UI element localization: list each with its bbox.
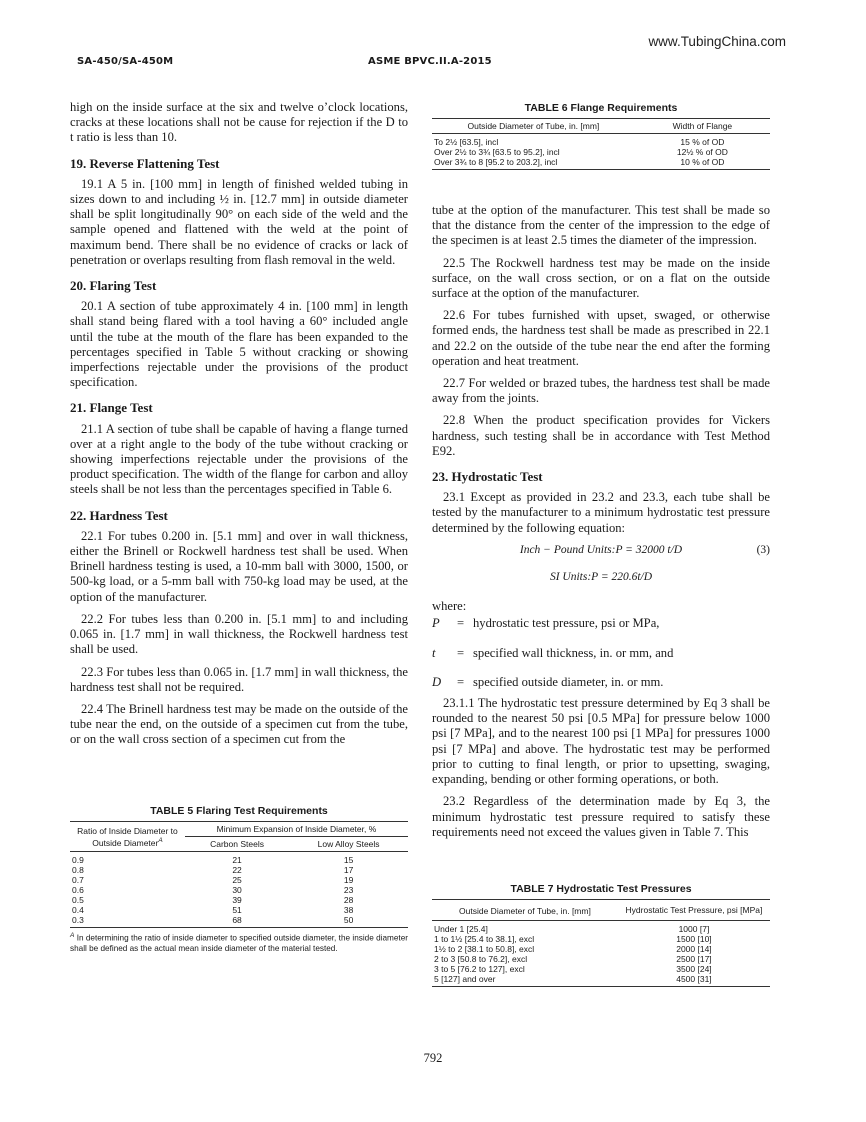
table-6-title: TABLE 6 Flange Requirements (524, 102, 678, 114)
table-5-cell-alloy: 50 (343, 915, 354, 925)
table-6-row (432, 147, 770, 157)
table-7-cell-pressure: 1000 [7] (678, 924, 710, 934)
table-5-cell-ratio: 0.3 (72, 915, 84, 925)
definition-text: specified outside diameter, in. or mm. (473, 674, 664, 689)
table-5-cell-ratio: 0.4 (72, 905, 84, 915)
table-5 (70, 805, 408, 954)
table-5-cell-ratio: 0.9 (72, 855, 84, 865)
paragraph-continued: tube at the option of the manufacturer. This test shall be made so that the distance from the center of the impression to the edge of the specimen is at least 2.5 times the diameter of the impression. (432, 203, 770, 248)
paragraph-19-1: 19.1 A 5 in. [100 mm] in length of finished welded tubing in sizes down to and including ½ in. [12.7 mm] in outside diameter shall be split longitudinally 90° on each side of the weld and the sample opened and flattened with the weld at the point of maximum bend. There shall be no evidence of cracks or lack of penetration or overlaps resulting from flash removal in the weld. (70, 176, 408, 267)
paragraph-intro: high on the inside surface at the six and twelve o’clock locations, cracks at these locations shall not be cause for rejection if the D to t ratio is less than 10. (70, 100, 408, 145)
section-20-heading: 20. Flaring Test (70, 278, 157, 294)
page-number: 792 (423, 1051, 443, 1065)
table-5-carbon-header: Carbon Steels (185, 837, 289, 852)
section-19-heading: 19. Reverse Flattening Test (70, 155, 220, 171)
table-5-cell-ratio: 0.5 (72, 895, 84, 905)
table-7-cell-pressure: 4500 [31] (676, 974, 712, 984)
paragraph-23-1-1: 23.1.1 The hydrostatic test pressure determined by Eq 3 shall be rounded to the nearest 50 psi [0.5 MPa] for pressure below 1000 psi [7 MPa], and to the nearest 100 psi [1 MPa] for pressures 1000 psi [7 MPa] and above. The hydrostatic test may be performed prior to cutting to final length, or prior to upsetting, swaging, expanding, bending or other forming operations, or both. (432, 696, 770, 787)
definition-symbol: P (432, 616, 440, 631)
equation-si: SI Units:P = 220.6t/D (549, 571, 653, 584)
table-7-cell-od: Under 1 [25.4] (434, 924, 488, 934)
table-5-cell-ratio: 0.8 (72, 865, 84, 875)
definition-symbol: D (432, 674, 442, 689)
paragraph-22-5: 22.5 The Rockwell hardness test may be made on the inside surface, on the wall cross section, or on a flat on the outside surface at the option of the manufacturer. (432, 255, 770, 301)
table-7-row (432, 921, 770, 935)
paragraph-23-2: 23.2 Regardless of the determination made by Eq 3, the minimum hydrostatic test pressure required to satisfy these requirements need not exceed the values given in Table 7. This (432, 794, 770, 839)
table-7-pressure-header: Hydrostatic Test Pressure, psi [MPa] (618, 900, 770, 921)
table-7-cell-pressure: 2000 [14] (676, 944, 712, 954)
table-6-row (432, 134, 770, 148)
paragraph-22-3: 22.3 For tubes less than 0.065 in. [1.7 mm] in wall thickness, the hardness test shall not be required. (70, 664, 408, 694)
table-5-cell-carbon: 68 (232, 915, 242, 925)
table-6-cell-width: 15 % of OD (680, 137, 725, 147)
table-6-grid (432, 118, 770, 170)
table-5-cell-alloy: 28 (343, 895, 354, 905)
table-5-group-header: Minimum Expansion of Inside Diameter, % (185, 822, 408, 837)
table-5-grid (70, 821, 408, 928)
table-7-grid (432, 899, 770, 987)
left-column (70, 100, 408, 755)
table-6-row (432, 157, 770, 170)
paragraph-23-1: 23.1 Except as provided in 23.2 and 23.3, each tube shall be tested by the manufacturer to a minimum hydrostatic test pressure determined by the following equation: (432, 490, 770, 535)
table-7-cell-od: 1 to 1½ [25.4 to 38.1], excl (434, 934, 535, 944)
table-7-row (432, 954, 770, 964)
table-5-row (70, 895, 408, 905)
table-7-title: TABLE 7 Hydrostatic Test Pressures (510, 883, 692, 895)
table-5-ratio-header: Ratio of Inside Diameter to Outside Diameter$^A$ (70, 822, 185, 852)
table-6-cell-width: 12½ % of OD (676, 147, 728, 157)
table-5-row (70, 852, 408, 866)
table-7-cell-pressure: 3500 [24] (676, 964, 712, 974)
table-5-cell-alloy: 17 (343, 865, 354, 875)
table-5-cell-carbon: 21 (232, 855, 242, 865)
table-5-row (70, 865, 408, 875)
table-7-row (432, 944, 770, 954)
table-7-cell-od: 2 to 3 [50.8 to 76.2], excl (434, 954, 528, 964)
paragraph-21-1: 21.1 A section of tube shall be capable of having a flange turned over at a right angle to the body of the tube without cracking or showing imperfections rejectable under the provisions of the product specification. The width of the flange for carbon and alloy steels shall be not less than the percentages specified in Table 6. (70, 421, 408, 497)
paragraph-22-8: 22.8 When the product specification provides for Vickers hardness, such testing shall be in accordance with Test Method E92. (432, 413, 770, 458)
table-5-row (70, 915, 408, 928)
table-7-cell-od: 1½ to 2 [38.1 to 50.8], excl (434, 944, 535, 954)
table-7-cell-od: 3 to 5 [76.2 to 127], excl (434, 964, 525, 974)
right-column (432, 203, 770, 847)
equation-inch-pound: Inch − Pound Units:P = 32000 t/D (3) (432, 543, 770, 558)
section-23-heading: 23. Hydrostatic Test (432, 469, 543, 485)
table-7-row (432, 974, 770, 987)
definition-text: hydrostatic test pressure, psi or MPa, (473, 616, 660, 631)
paragraph-22-1: 22.1 For tubes 0.200 in. [5.1 mm] and over in wall thickness, either the Brinell or Rockwell hardness test shall be used. When Brinell hardness testing is used, a 10-mm ball with 3000, 1500, or 500-kg load, or a 5-mm ball with 750-kg load may be used, at the option of the manufacturer. (70, 528, 408, 604)
definition-symbol: t (432, 645, 436, 660)
watermark-url: www.TubingChina.com (648, 34, 786, 49)
table-6-cell-od: Over 2½ to 3¾ [63.5 to 95.2], incl (434, 147, 560, 157)
table-5-row (70, 885, 408, 895)
table-7-row (432, 964, 770, 974)
table-6-width-header: Width of Flange (635, 119, 770, 134)
definition-row: t = specified wall thickness, in. or mm, and (432, 645, 674, 660)
section-22-heading: 22. Hardness Test (70, 507, 168, 523)
paragraph-22-4: 22.4 The Brinell hardness test may be made on the outside of the tube near the end, on the outside of a specimen cut from the tube, or on the wall cross section of a specimen cut from the (70, 701, 408, 747)
definition-text: specified wall thickness, in. or mm, and (473, 645, 674, 660)
equation-number: (3) (756, 543, 770, 556)
table-5-cell-alloy: 19 (343, 875, 354, 885)
definition-row: D = specified outside diameter, in. or mm. (432, 674, 664, 689)
paragraph-20-1: 20.1 A section of tube approximately 4 in. [100 mm] in length shall stand being flared with a tool having a 60° included angle until the tube at the mouth of the flare has been expanded to the percentages specified in Table 5 without cracking or showing imperfections rejectable under the provisions of the product specification. (70, 299, 408, 390)
table-6-od-header: Outside Diameter of Tube, in. [mm] (432, 119, 635, 134)
table-5-footnote: $^A$ In determining the ratio of inside diameter to specified outside diameter, the inside diameter shall be defined as the actual mean inside diameter of the material tested. (70, 932, 408, 953)
table-6-cell-od: To 2½ [63.5], incl (434, 137, 499, 147)
definition-row: P = hydrostatic test pressure, psi or MPa, (432, 616, 660, 631)
table-5-alloy-header: Low Alloy Steels (289, 837, 408, 852)
paragraph-22-2: 22.2 For tubes less than 0.200 in. [5.1 mm] to and including 0.065 in. [1.7 mm] in wall thickness, the Rockwell hardness test shall be used. (70, 611, 408, 657)
running-header: ASME BPVC.II.A-2015 (368, 56, 492, 67)
table-5-cell-carbon: 51 (232, 905, 242, 915)
table-5-title: TABLE 5 Flaring Test Requirements (150, 805, 328, 817)
table-7-cell-pressure: 2500 [17] (676, 954, 712, 964)
paragraph-22-7: 22.7 For welded or brazed tubes, the hardness test shall be made away from the joints. (432, 376, 770, 406)
table-5-cell-carbon: 22 (232, 865, 242, 875)
table-5-row (70, 875, 408, 885)
table-5-cell-ratio: 0.7 (72, 875, 84, 885)
table-5-cell-alloy: 23 (343, 885, 354, 895)
table-5-cell-carbon: 30 (232, 885, 242, 895)
table-7 (432, 883, 770, 987)
table-5-row (70, 905, 408, 915)
paragraph-22-6: 22.6 For tubes furnished with upset, swaged, or otherwise formed ends, the hardness test shall be made as prescribed in 22.1 and 22.2 on the outside of the tube near the end after the forming operation and heat treatment. (432, 308, 770, 368)
spec-designation: SA-450/SA-450M (77, 56, 174, 67)
table-5-cell-ratio: 0.6 (72, 885, 84, 895)
table-7-cell-od: 5 [127] and over (434, 974, 496, 984)
where-label: where: (432, 599, 467, 614)
table-6 (432, 102, 770, 170)
table-5-cell-carbon: 25 (232, 875, 242, 885)
section-21-heading: 21. Flange Test (70, 400, 153, 416)
table-7-od-header: Outside Diameter of Tube, in. [mm] (432, 900, 618, 921)
table-7-cell-pressure: 1500 [10] (676, 934, 712, 944)
table-6-cell-width: 10 % of OD (680, 157, 725, 167)
table-7-row (432, 934, 770, 944)
table-6-cell-od: Over 3¾ to 8 [95.2 to 203.2], incl (434, 157, 558, 167)
table-5-cell-alloy: 15 (343, 855, 354, 865)
table-5-cell-carbon: 39 (232, 895, 242, 905)
table-5-cell-alloy: 38 (343, 905, 354, 915)
